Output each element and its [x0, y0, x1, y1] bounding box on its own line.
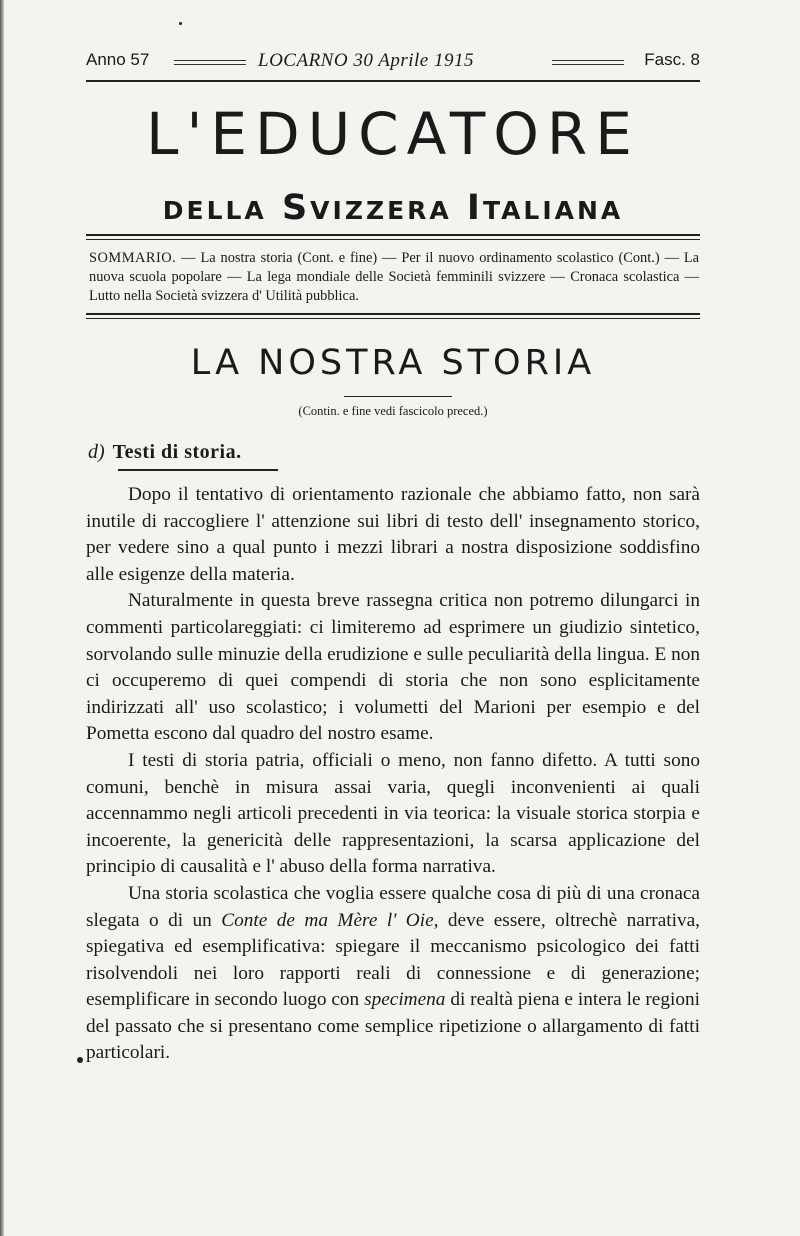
issue-header: [86, 48, 700, 76]
issue-year: Anno 57: [86, 50, 150, 69]
masthead-rule-top: [86, 234, 700, 236]
section-letter: d): [88, 441, 105, 463]
article-body: [86, 482, 700, 1067]
paragraph: Naturalmente in questa breve rassegna critica non potremo dilungarci in commenti particolareggiati: ci limiteremo ad esprimere un giudizio sintetico, sorvolando sulle minuzie della erudizione e sulle peculiarità della lingua. E non ci occuperemo di quei compendi di storia che non sono esplicitamente indirizzati all' uso scolastico; i volumetti del Marioni per esempio e del Pometta escono dal quadro del nostro esame.: [86, 590, 700, 745]
ink-blot: [77, 1057, 83, 1063]
issue-place-date: LOCARNO 30 Aprile 1915: [258, 50, 474, 71]
article-title: LA NOSTRA STORIA: [190, 343, 596, 383]
contents-rule-top: [86, 313, 700, 315]
paragraph-text: di realtà piena e intera le regioni del passato che si presentano come semplice ripetizione o allargamento di fatti particolari.: [86, 989, 700, 1064]
italic-title: Conte de ma Mère l' Oie,: [221, 909, 439, 931]
page-binding-edge: [0, 0, 4, 1236]
contents-rule-bottom: [86, 318, 700, 319]
header-double-rule-left: [174, 60, 246, 65]
title-rule: [344, 396, 452, 397]
table-of-contents: [89, 249, 699, 306]
journal-title: L'EDUCATORE: [146, 100, 640, 168]
contents-label: SOMMARIO.: [89, 250, 177, 266]
paragraph: [86, 881, 700, 1067]
masthead-rule-bottom: [86, 239, 700, 240]
section-heading: [88, 441, 242, 464]
contents-text: — La nostra storia (Cont. e fine) — Per il nuovo ordinamento scolastico (Cont.) — La nuova scuola popolare — La lega mondiale delle Società femminili svizzere — Cronaca scolastica — Lutto nella Società svizzera d' Utilità pubblica.: [89, 250, 699, 304]
section-title: Testi di storia.: [112, 441, 242, 463]
issue-number: Fasc. 8: [644, 50, 700, 69]
italic-term: specimena: [364, 989, 446, 1011]
continuation-note: (Contin. e fine vedi fascicolo preced.): [298, 404, 488, 418]
paragraph: I testi di storia patria, officiali o meno, non fanno difetto. A tutti sono comuni, benchè in misura assai varia, quegli inconvenienti ai quali accennammo negli articoli precedenti in via teorica: la visuale storica storpia e incoerente, la genericità delle rappresentazioni, la scarsa applicazione del principio di causalità e l' abuso della forma narrativa.: [86, 749, 700, 878]
paragraph-text: Una storia scolastica che voglia essere qualche cosa di più di una cronaca slegata o di un: [86, 882, 700, 931]
paragraph-text: deve essere, oltrechè narrativa, spiegativa ed esemplificativa: spiegare il meccanismo psicologico dei fatti risolvendoli nei loro rapporti reali di connessione e di generazione; esemplificare in secondo luogo con: [86, 909, 700, 1011]
paragraph: Dopo il tentativo di orientamento razionale che abbiamo fatto, non sarà inutile di raccogliere l' attenzione sui libri di testo dell' insegnamento storico, per vedere sino a qual punto i mezzi librari a nostra disposizione soddisfino alle esigenze della materia.: [86, 484, 700, 585]
header-double-rule-right: [552, 60, 624, 65]
section-underline: [118, 469, 278, 471]
print-speck: [179, 22, 182, 25]
journal-subtitle: della Svizzera Italiana: [162, 188, 624, 228]
header-rule: [86, 80, 700, 82]
